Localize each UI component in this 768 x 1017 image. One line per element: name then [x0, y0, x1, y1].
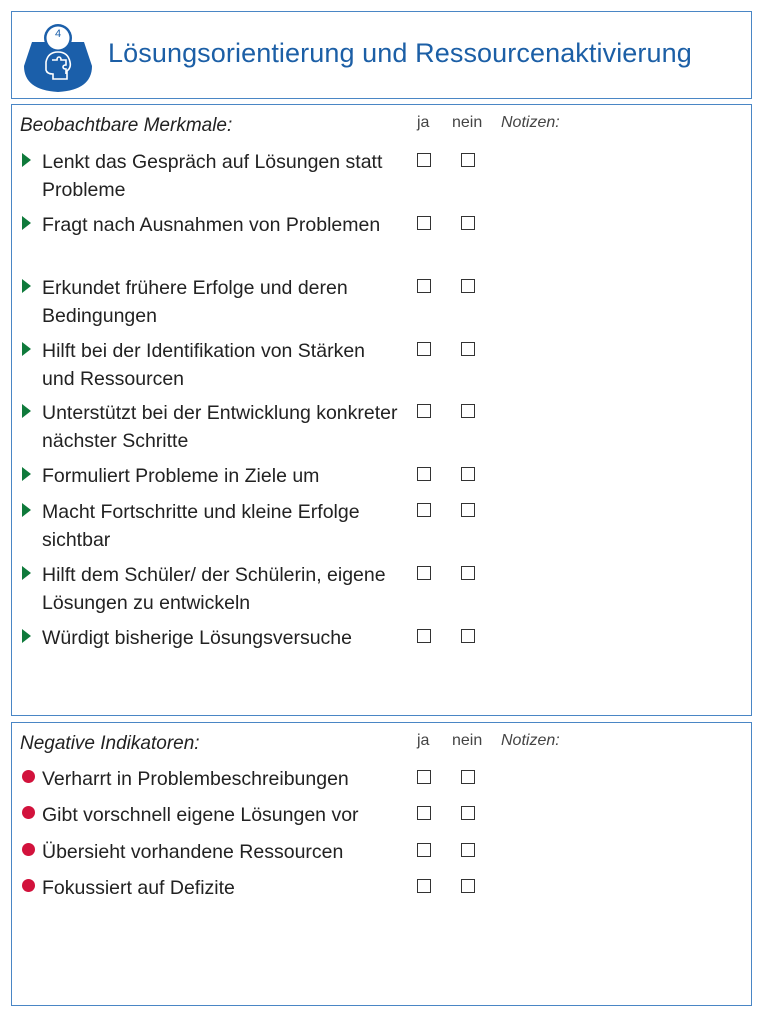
- checkbox-yes[interactable]: [417, 806, 431, 820]
- column-header-no: nein: [452, 732, 483, 749]
- triangle-bullet-icon: [22, 216, 31, 230]
- red-dot-bullet-icon: [22, 843, 35, 856]
- feature-text: Formuliert Probleme in Ziele um: [42, 465, 320, 487]
- triangle-bullet-icon: [22, 404, 31, 418]
- checkbox-no[interactable]: [461, 503, 475, 517]
- checkbox-yes[interactable]: [417, 566, 431, 580]
- checkbox-no[interactable]: [461, 404, 475, 418]
- triangle-bullet-icon: [22, 503, 31, 517]
- checkbox-yes[interactable]: [417, 843, 431, 857]
- checkbox-yes[interactable]: [417, 216, 431, 230]
- section-heading: Negative Indikatoren:: [20, 733, 200, 754]
- page-title: Lösungsorientierung und Ressourcenaktivierung: [108, 38, 692, 68]
- observable-features-section: [11, 104, 752, 716]
- indicator-text: Fokussiert auf Defizite: [42, 877, 235, 899]
- red-dot-bullet-icon: [22, 806, 35, 819]
- indicator-item: [20, 838, 490, 866]
- indicator-item: [20, 874, 490, 902]
- checkbox-no[interactable]: [461, 806, 475, 820]
- checkbox-yes[interactable]: [417, 629, 431, 643]
- checkbox-yes[interactable]: [417, 279, 431, 293]
- checkbox-yes[interactable]: [417, 879, 431, 893]
- checkbox-no[interactable]: [461, 879, 475, 893]
- indicator-item: [20, 801, 490, 829]
- header-box: [11, 11, 752, 99]
- triangle-bullet-icon: [22, 279, 31, 293]
- column-header-notes: Notizen:: [501, 732, 560, 749]
- triangle-bullet-icon: [22, 342, 31, 356]
- checkbox-no[interactable]: [461, 467, 475, 481]
- checkbox-yes[interactable]: [417, 153, 431, 167]
- feature-item: [20, 561, 490, 617]
- triangle-bullet-icon: [22, 153, 31, 167]
- triangle-bullet-icon: [22, 629, 31, 643]
- checkbox-no[interactable]: [461, 216, 475, 230]
- feature-item: [20, 337, 490, 393]
- badge-number: 4: [54, 28, 62, 40]
- triangle-bullet-icon: [22, 467, 31, 481]
- feature-text: Lenkt das Gespräch auf Lösungen statt Probleme: [42, 151, 383, 201]
- feature-item: [20, 462, 490, 490]
- checkbox-no[interactable]: [461, 153, 475, 167]
- column-header-yes: ja: [417, 114, 430, 131]
- column-header-no: nein: [452, 114, 483, 131]
- checkbox-no[interactable]: [461, 342, 475, 356]
- feature-text: Würdigt bisherige Lösungsversuche: [42, 627, 353, 649]
- indicator-item: [20, 765, 490, 793]
- feature-text: Hilft dem Schüler/ der Schülerin, eigene Lösungen zu entwickeln: [42, 564, 386, 614]
- feature-item: [20, 498, 490, 554]
- feature-text: Hilft bei der Identifikation von Stärken und Ressourcen: [42, 340, 366, 390]
- checkbox-no[interactable]: [461, 629, 475, 643]
- feature-text: Fragt nach Ausnahmen von Problemen: [42, 214, 381, 236]
- indicator-text: Verharrt in Problembeschreibungen: [42, 768, 349, 790]
- feature-text: Erkundet frühere Erfolge und deren Bedingungen: [42, 277, 348, 327]
- section-heading: Beobachtbare Merkmale:: [20, 115, 233, 136]
- indicator-text: Übersieht vorhandene Ressourcen: [42, 841, 344, 863]
- column-header-yes: ja: [417, 732, 430, 749]
- feature-item: [20, 624, 490, 652]
- checkbox-no[interactable]: [461, 279, 475, 293]
- red-dot-bullet-icon: [22, 879, 35, 892]
- feature-item: [20, 274, 490, 330]
- checkbox-yes[interactable]: [417, 770, 431, 784]
- feature-text: Unterstützt bei der Entwicklung konkreter nächster Schritte: [42, 402, 398, 452]
- indicator-text: Gibt vorschnell eigene Lösungen vor: [42, 804, 359, 826]
- checkbox-no[interactable]: [461, 843, 475, 857]
- triangle-bullet-icon: [22, 566, 31, 580]
- feature-item: [20, 399, 490, 455]
- column-header-notes: Notizen:: [501, 114, 560, 131]
- red-dot-bullet-icon: [22, 770, 35, 783]
- checkbox-no[interactable]: [461, 566, 475, 580]
- checkbox-yes[interactable]: [417, 503, 431, 517]
- checkbox-no[interactable]: [461, 770, 475, 784]
- section-badge: [22, 18, 94, 94]
- checkbox-yes[interactable]: [417, 342, 431, 356]
- feature-item: [20, 211, 490, 267]
- negative-indicators-section: [11, 722, 752, 1006]
- feature-text: Macht Fortschritte und kleine Erfolge sichtbar: [42, 501, 360, 551]
- checkbox-yes[interactable]: [417, 467, 431, 481]
- checkbox-yes[interactable]: [417, 404, 431, 418]
- feature-item: [20, 148, 490, 204]
